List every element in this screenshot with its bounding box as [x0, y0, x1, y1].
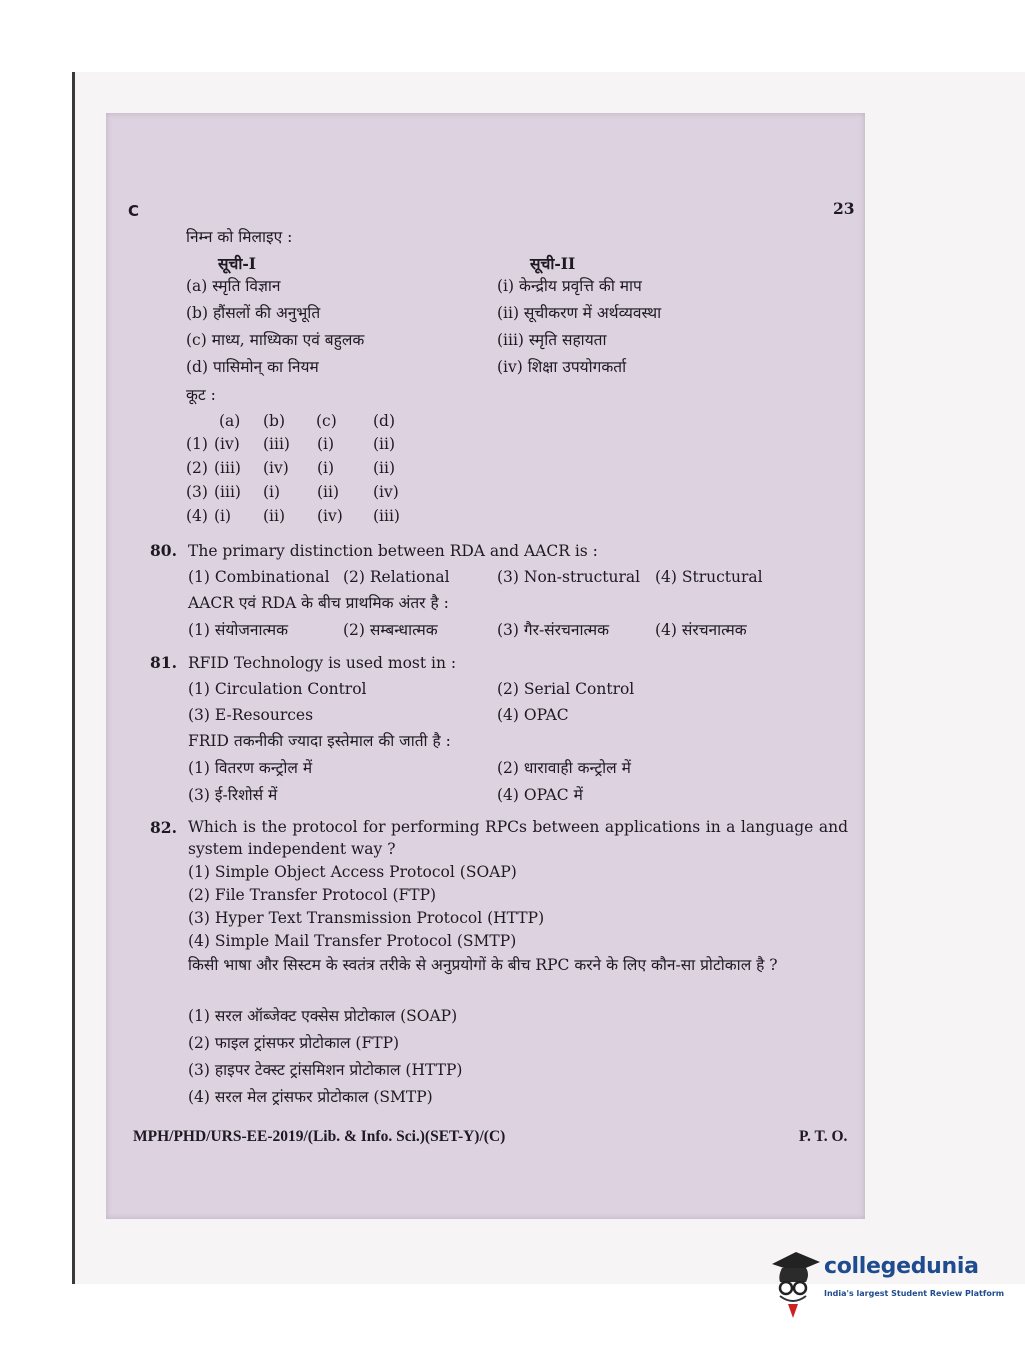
- scan-edge: [72, 72, 75, 1284]
- q79-code-cell: (ii): [263, 507, 286, 525]
- q81-option-hi: (4) OPAC में: [497, 786, 583, 804]
- q80-question-hi: AACR एवं RDA के बीच प्राथमिक अंतर है :: [188, 594, 449, 612]
- q79-list1-item: (d) पासिमोन् का नियम: [186, 358, 319, 376]
- q82-option-hi: (2) फाइल ट्रांसफर प्रोटोकाल (FTP): [188, 1034, 400, 1052]
- logo-wordmark: collegedunia: [824, 1254, 979, 1279]
- q79-code-header: (c): [316, 412, 337, 430]
- q79-code-cell: (4): [186, 507, 208, 525]
- q80-option-en: (1) Combinational: [188, 568, 330, 586]
- footer-exam-code: MPH/PHD/URS-EE-2019/(Lib. & Info. Sci.)(SET-Y)/(C): [133, 1128, 506, 1145]
- q79-code-cell: (iv): [263, 459, 289, 477]
- q82-question-en: Which is the protocol for performing RPCs between applications in a language and system independent way ?: [188, 818, 848, 858]
- q79-instruction: निम्न को मिलाइए :: [186, 228, 293, 246]
- q79-code-header: (a): [219, 412, 241, 430]
- q82-question-hi: किसी भाषा और सिस्टम के स्वतंत्र तरीके से अनुप्रयोगों के बीच RPC करने के लिए कौन-सा प्रोटोकाल है ?: [188, 956, 778, 974]
- q79-code-cell: (iii): [214, 459, 241, 477]
- exam-page: [106, 113, 865, 1219]
- collegedunia-logo: [766, 1248, 1005, 1320]
- q79-code-cell: (ii): [317, 483, 340, 501]
- q79-list2-item: (iv) शिक्षा उपयोगकर्ता: [497, 358, 627, 376]
- q81-option-en: (2) Serial Control: [497, 680, 635, 698]
- q79-list2-item: (iii) स्मृति सहायता: [497, 331, 607, 349]
- q79-codes-label: कूट :: [186, 386, 216, 404]
- q82-option-hi: (3) हाइपर टेक्स्ट ट्रांसमिशन प्रोटोकाल (HTTP): [188, 1061, 463, 1079]
- q81-option-en: (4) OPAC: [497, 706, 569, 724]
- q80-option-en: (2) Relational: [343, 568, 450, 586]
- q79-list2-heading: सूची-II: [530, 254, 576, 273]
- q79-code-cell: (i): [317, 459, 335, 477]
- q82-option-en: (3) Hyper Text Transmission Protocol (HTTP): [188, 909, 545, 927]
- q79-code-cell: (iii): [263, 435, 290, 453]
- q80-option-en: (3) Non-structural: [497, 568, 641, 586]
- q81-option-hi: (3) ई-रिशोर्स में: [188, 786, 278, 804]
- q80-option-hi: (2) सम्बन्धात्मक: [343, 621, 438, 639]
- q79-code-header: (d): [373, 412, 396, 430]
- q82-option-en: (2) File Transfer Protocol (FTP): [188, 886, 437, 904]
- q82-number: 82.: [150, 818, 177, 837]
- q79-code-cell: (ii): [373, 459, 396, 477]
- q79-code-cell: (iv): [317, 507, 343, 525]
- q79-code-cell: (iv): [373, 483, 399, 501]
- q81-number: 81.: [150, 653, 177, 672]
- q79-code-cell: (i): [214, 507, 232, 525]
- q79-list1-heading: सूची-I: [218, 254, 257, 273]
- q82-option-en: (4) Simple Mail Transfer Protocol (SMTP): [188, 932, 517, 950]
- q82-option-hi: (4) सरल मेल ट्रांसफर प्रोटोकाल (SMTP): [188, 1088, 433, 1106]
- q82-option-hi: (1) सरल ऑब्जेक्ट एक्सेस प्रोटोकाल (SOAP): [188, 1007, 458, 1025]
- mascot-icon: [766, 1248, 822, 1320]
- q79-code-cell: (iii): [214, 483, 241, 501]
- q79-list2-item: (i) केन्द्रीय प्रवृत्ति की माप: [497, 277, 642, 295]
- set-letter: C: [128, 202, 140, 220]
- q82-option-en: (1) Simple Object Access Protocol (SOAP): [188, 863, 517, 881]
- q79-code-cell: (iii): [373, 507, 400, 525]
- q79-list1-item: (c) माध्य, माध्यिका एवं बहुलक: [186, 331, 365, 349]
- page-number: 23: [833, 199, 855, 218]
- q80-question-en: The primary distinction between RDA and AACR is :: [188, 542, 598, 560]
- q79-list2-item: (ii) सूचीकरण में अर्थव्यवस्था: [497, 304, 662, 322]
- q79-code-cell: (iv): [214, 435, 240, 453]
- q79-code-cell: (i): [263, 483, 281, 501]
- q80-number: 80.: [150, 541, 177, 560]
- q79-code-cell: (2): [186, 459, 208, 477]
- q80-option-en: (4) Structural: [655, 568, 763, 586]
- q79-list1-item: (b) हौंसलों की अनुभूति: [186, 304, 321, 322]
- footer-pto: P. T. O.: [799, 1128, 848, 1145]
- logo-tagline: India's largest Student Review Platform: [824, 1289, 1005, 1298]
- q81-question-hi: FRID तकनीकी ज्यादा इस्तेमाल की जाती है :: [188, 732, 451, 750]
- q79-code-cell: (3): [186, 483, 208, 501]
- q80-option-hi: (1) संयोजनात्मक: [188, 621, 289, 639]
- q81-option-en: (1) Circulation Control: [188, 680, 367, 698]
- q81-option-hi: (1) वितरण कन्ट्रोल में: [188, 759, 313, 777]
- q80-option-hi: (3) गैर-संरचनात्मक: [497, 621, 609, 639]
- q79-code-header: (b): [263, 412, 286, 430]
- q79-code-cell: (i): [317, 435, 335, 453]
- q79-list1-item: (a) स्मृति विज्ञान: [186, 277, 281, 295]
- q81-option-hi: (2) धारावाही कन्ट्रोल में: [497, 759, 631, 777]
- q81-question-en: RFID Technology is used most in :: [188, 654, 457, 672]
- q81-option-en: (3) E-Resources: [188, 706, 314, 724]
- q79-code-cell: (1): [186, 435, 208, 453]
- q80-option-hi: (4) संरचनात्मक: [655, 621, 747, 639]
- q79-code-cell: (ii): [373, 435, 396, 453]
